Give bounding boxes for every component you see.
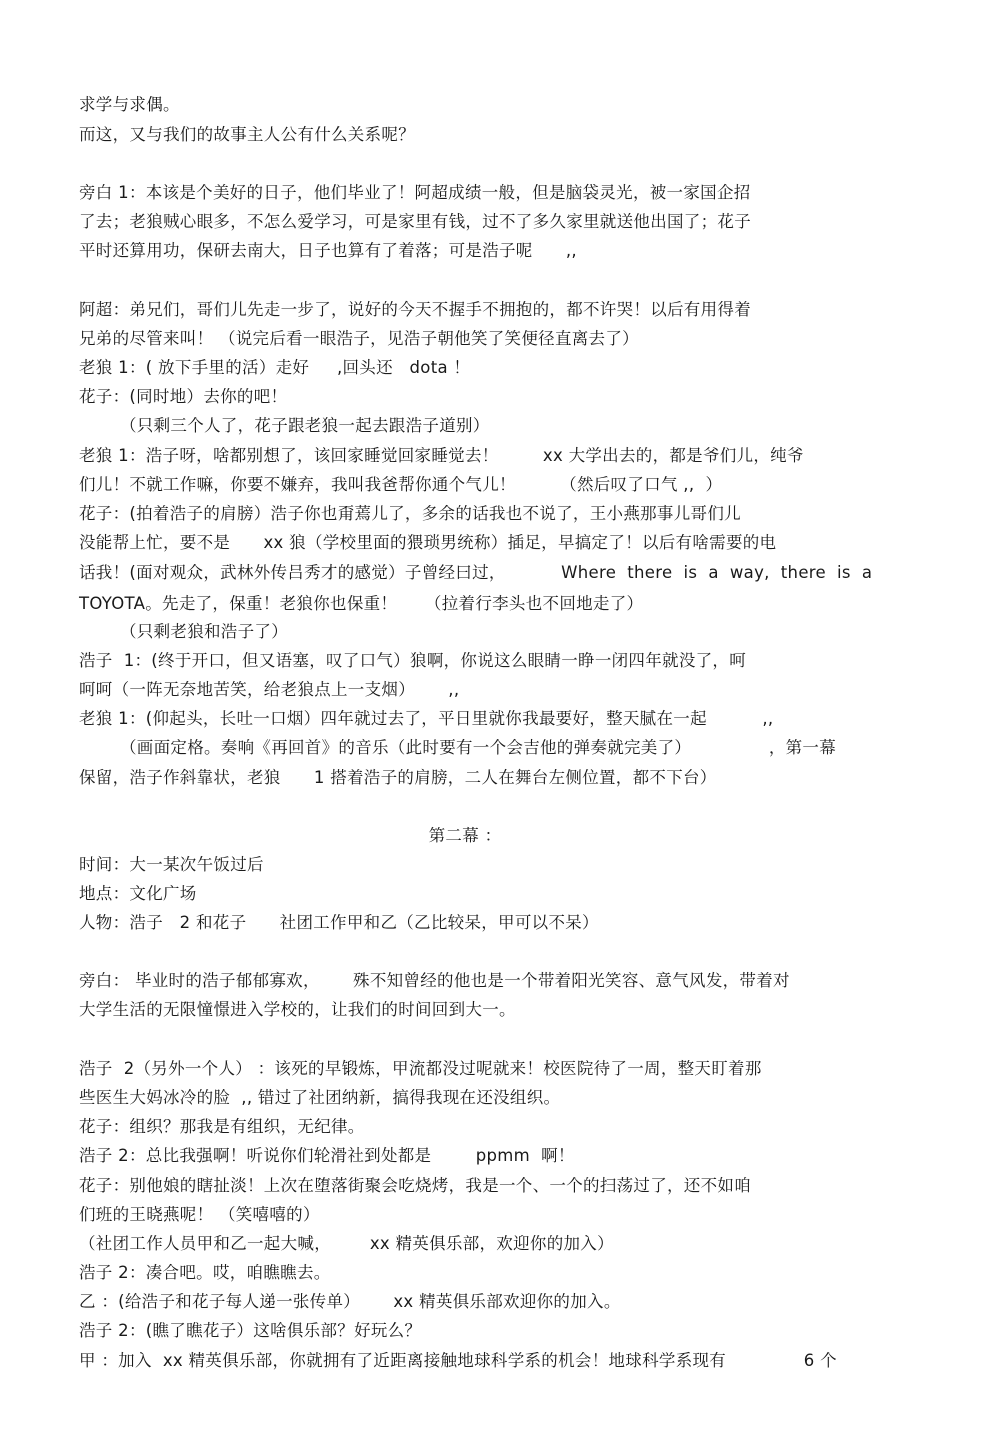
text-line: 呵呵（一阵无奈地苦笑，给老狼点上一支烟） ,, (79, 680, 460, 699)
text-line: 浩子 2（另外一个人） ：该死的早锻炼，甲流都没过呢就来！校医院待了一周，整天盯着那 (79, 1059, 762, 1078)
text-line: 们班的王晓燕呢！ （笑嘻嘻的） (79, 1205, 320, 1224)
text-line: 兄弟的尽管来叫！ （说完后看一眼浩子，见浩子朝他笑了笑便径直离去了） (79, 329, 639, 348)
text-line: 花子：(拍着浩子的肩膀）浩子你也甭蔫儿了，多余的话我也不说了，王小燕那事儿哥们儿 (79, 504, 741, 523)
text-line: 没能帮上忙，要不是 xx 狼（学校里面的猥琐男统称）插足，早搞定了！以后有啥需要的电 (79, 533, 777, 552)
text-line: 浩子 2：总比我强啊！听说你们轮滑社到处都是 ppmm 啊！ (79, 1146, 575, 1165)
stage-direction: （只剩三个人了，花子跟老狼一起去跟浩子道别） (120, 416, 490, 435)
text-line: 甲 ：加入 xx 精英俱乐部，你就拥有了近距离接触地球科学系的机会！地球科学系现有 6 个 (79, 1351, 837, 1370)
text-line: 浩子 2：凑合吧。哎，咱瞧瞧去。 (79, 1263, 331, 1282)
stage-direction: （只剩老狼和浩子了） (120, 622, 288, 641)
text-line: TOYOTA。先走了，保重！老狼你也保重！ （拉着行李头也不回地走了） (79, 594, 644, 613)
text-line: 浩子 2：(瞧了瞧花子）这啥俱乐部？好玩么？ (79, 1321, 422, 1340)
text-line: 老狼 1：浩子呀，啥都别想了，该回家睡觉回家睡觉去！ xx 大学出去的，都是爷们儿，纯爷 (79, 446, 804, 465)
text-line: （社团工作人员甲和乙一起大喊， xx 精英俱乐部，欢迎你的加入） (79, 1234, 614, 1253)
text-line: 花子：别他娘的瞎扯淡！上次在堕落街聚会吃烧烤，我是一个、一个的扫荡过了，还不如咱 (79, 1176, 751, 1195)
text-line: 阿超：弟兄们，哥们儿先走一步了，说好的今天不握手不拥抱的，都不许哭！以后有用得着 (79, 300, 751, 319)
text-line: 而这，又与我们的故事主人公有什么关系呢？ (79, 125, 415, 144)
text-line: 花子：(同时地）去你的吧！ (79, 387, 288, 406)
text-line: 地点：文化广场 (79, 884, 197, 903)
text-line: 平时还算用功，保研去南大，日子也算有了着落；可是浩子呢 ,, (79, 241, 577, 260)
text-line: 求学与求偶。 (79, 95, 180, 114)
text-line: 乙 ：(给浩子和花子每人递一张传单） xx 精英俱乐部欢迎你的加入。 (79, 1292, 621, 1311)
text-line: 花子：组织？那我是有组织，无纪律。 (79, 1117, 365, 1136)
text-line: 话我！(面对观众，武林外传吕秀才的感觉）子曾经曰过， Where there is a way, there is a (79, 563, 873, 582)
text-line: 旁白 1：本该是个美好的日子，他们毕业了！阿超成绩一般，但是脑袋灵光，被一家国企招 (79, 183, 751, 202)
text-line: 时间：大一某次午饭过后 (79, 855, 264, 874)
text-line: 旁白： 毕业时的浩子郁郁寡欢， 殊不知曾经的他也是一个带着阳光笑容、意气风发，带着对 (79, 971, 790, 990)
text-line: 老狼 1：( 放下手里的活）走好 ,回头还 dota ！ (79, 358, 471, 377)
text-line: 们儿！不就工作嘛，你要不嫌弃，我叫我爸帮你通个气儿！ （然后叹了口气 ,, ） (79, 475, 723, 494)
text-line: 浩子 1：(终于开口，但又语塞，叹了口气）狼啊，你说这么眼睛一睁一闭四年就没了，呵 (79, 651, 747, 670)
text-line: 保留，浩子作斜靠状，老狼 1 搭着浩子的肩膀，二人在舞台左侧位置，都不下台） (79, 768, 717, 787)
text-line: 了去；老狼贼心眼多，不怎么爱学习，可是家里有钱，过不了多久家里就送他出国了；花子 (79, 212, 751, 231)
text-line: 人物：浩子 2 和花子 社团工作甲和乙（乙比较呆，甲可以不呆） (79, 913, 599, 932)
act-heading: 第二幕 ： (428, 826, 502, 845)
text-line: 大学生活的无限憧憬进入学校的，让我们的时间回到大一。 (79, 1000, 516, 1019)
text-line: 老狼 1：(仰起头，长吐一口烟）四年就过去了，平日里就你我最要好，整天腻在一起 ,, (79, 709, 774, 728)
stage-direction: （画面定格。奏响《再回首》的音乐（此时要有一个会吉他的弹奏就完美了） ，第一幕 (120, 738, 837, 757)
text-line: 些医生大妈冰冷的脸 ,, 错过了社团纳新，搞得我现在还没组织。 (79, 1088, 561, 1107)
